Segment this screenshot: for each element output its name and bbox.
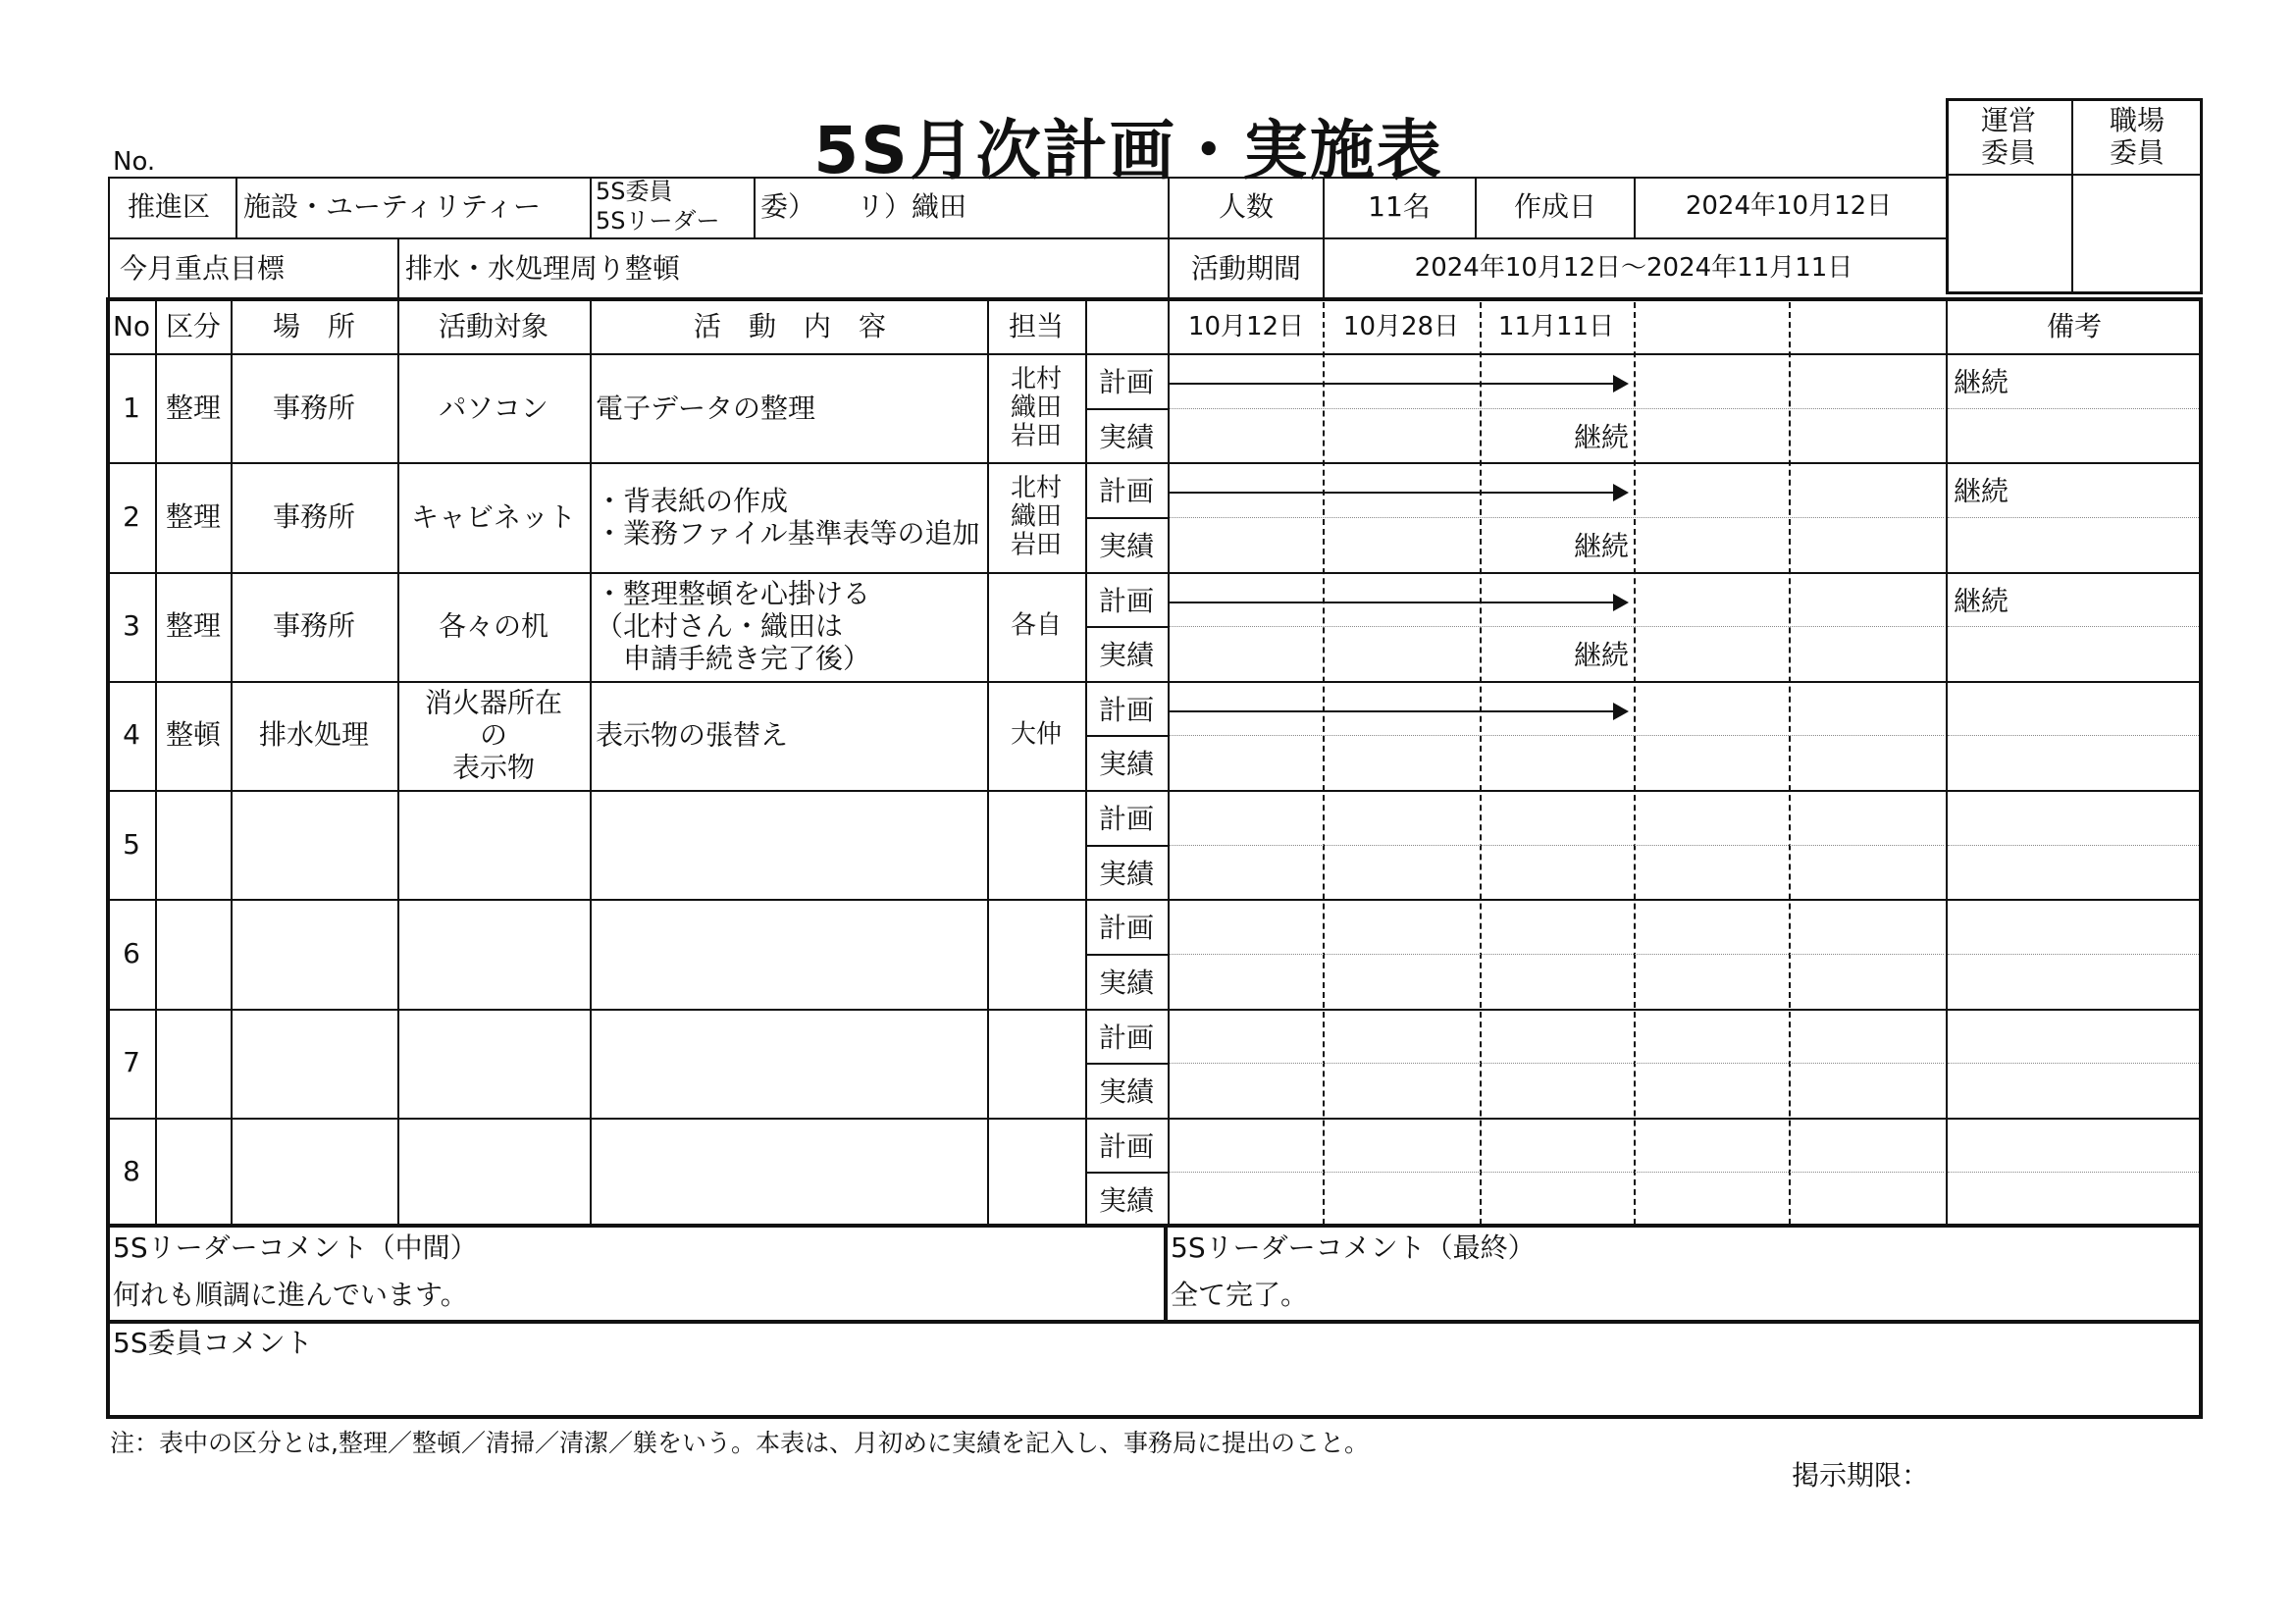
final-comment-label: 5Sリーダーコメント（最終）: [1171, 1231, 1536, 1264]
footer-note: 注：表中の区分とは,整理／整頓／清掃／清潔／躾をいう。本表は、月初めに実績を記入し、事務局に提出のこと。: [110, 1429, 1369, 1457]
final-comment-text[interactable]: 全て完了。: [1171, 1279, 1309, 1311]
row-no: 3: [123, 609, 140, 643]
row-no: 1: [123, 391, 140, 424]
date-header-3: 11月11日: [1497, 312, 1615, 341]
plan-label: 計画: [1098, 584, 1155, 617]
row-category[interactable]: 整理: [165, 499, 222, 533]
row-target[interactable]: 各々の机: [438, 609, 549, 643]
actual-label: 実績: [1098, 966, 1155, 999]
promo-value[interactable]: 施設・ユーティリティー: [243, 190, 541, 223]
member-comment-label: 5S委員コメント: [113, 1327, 313, 1359]
col-header-no: No: [112, 310, 151, 342]
row-place[interactable]: 事務所: [272, 609, 356, 643]
plan-label: 計画: [1098, 1129, 1155, 1163]
plan-arrow: [1170, 492, 1625, 494]
actual-note[interactable]: 継続: [1573, 639, 1629, 672]
plan-label: 計画: [1098, 1021, 1155, 1054]
row-category[interactable]: 整理: [165, 391, 222, 424]
row-content[interactable]: ・背表紙の作成 ・業務ファイル基準表等の追加: [596, 484, 980, 550]
row-content[interactable]: 表示物の張替え: [596, 718, 789, 752]
plan-table: [106, 297, 2203, 1228]
col-header-notes: 備考: [2046, 310, 2103, 342]
period-value[interactable]: 2024年10月12日～2024年11月11日: [1414, 253, 1853, 283]
row-target[interactable]: パソコン: [439, 392, 548, 425]
row-target[interactable]: 消火器所在 の 表示物: [424, 686, 563, 784]
goal-value[interactable]: 排水・水処理周り整頓: [405, 252, 681, 285]
people-label: 人数: [1218, 190, 1275, 223]
plan-arrow: [1170, 602, 1625, 603]
approval-unei-label: 運営 委員: [1980, 104, 2037, 169]
col-header-content: 活 動 内 容: [693, 310, 887, 342]
row-person[interactable]: 北村 織田 岩田: [1010, 473, 1063, 560]
mid-comment-text[interactable]: 何れも順調に進んでいます。: [113, 1279, 468, 1311]
row-target[interactable]: キャビネット: [410, 500, 577, 534]
row-no: 4: [123, 718, 140, 752]
actual-label: 実績: [1098, 420, 1155, 453]
actual-note[interactable]: 継続: [1573, 420, 1629, 453]
plan-label: 計画: [1098, 475, 1155, 508]
actual-label: 実績: [1098, 748, 1155, 781]
period-label: 活動期間: [1190, 252, 1302, 285]
actual-label: 実績: [1098, 1184, 1155, 1218]
member-label: 5S委員 5Sリーダー: [596, 178, 720, 235]
row-person[interactable]: 大仲: [1010, 719, 1063, 750]
col-header-target: 活動対象: [438, 310, 549, 342]
row-no: 7: [123, 1046, 140, 1079]
date-header-2: 10月28日: [1342, 312, 1460, 341]
plan-label: 計画: [1098, 366, 1155, 399]
row-category[interactable]: 整頓: [165, 718, 222, 752]
posting-deadline-label: 掲示期限：: [1792, 1459, 1930, 1492]
row-content[interactable]: 電子データの整理: [596, 392, 816, 425]
actual-label: 実績: [1098, 639, 1155, 672]
row-place[interactable]: 事務所: [272, 391, 356, 424]
plan-label: 計画: [1098, 803, 1155, 836]
plan-label: 計画: [1098, 693, 1155, 726]
row-remark[interactable]: 継続: [1954, 366, 2009, 399]
row-place[interactable]: 事務所: [272, 499, 356, 533]
actual-note[interactable]: 継続: [1573, 529, 1629, 562]
row-person[interactable]: 各自: [1010, 610, 1063, 641]
row-no: 8: [123, 1155, 140, 1188]
actual-label: 実績: [1098, 529, 1155, 562]
row-person[interactable]: 北村 織田 岩田: [1010, 364, 1063, 451]
row-no: 6: [123, 936, 140, 969]
member-value[interactable]: 委） リ）織田: [760, 190, 967, 223]
mid-comment-label: 5Sリーダーコメント（中間）: [113, 1231, 478, 1264]
row-no: 2: [123, 499, 140, 533]
row-category[interactable]: 整理: [165, 609, 222, 643]
row-remark[interactable]: 継続: [1954, 584, 2009, 617]
row-content[interactable]: ・整理整頓を心掛ける （北村さん・織田は 申請手続き完了後）: [596, 577, 871, 675]
created-value[interactable]: 2024年10月12日: [1685, 191, 1893, 221]
approval-stamp-unei[interactable]: [1948, 177, 2069, 292]
page-title: 5S月次計画・実施表: [813, 113, 1443, 188]
row-remark[interactable]: 継続: [1954, 475, 2009, 508]
people-value[interactable]: 11名: [1368, 190, 1431, 223]
approval-stamp-shokuba[interactable]: [2073, 177, 2201, 292]
col-header-place: 場 所: [272, 310, 356, 342]
member-comment-field[interactable]: [110, 1364, 2199, 1413]
plan-arrow: [1170, 710, 1625, 712]
plan-label: 計画: [1098, 912, 1155, 945]
actual-label: 実績: [1098, 1075, 1155, 1109]
promo-label: 推進区: [128, 190, 211, 223]
plan-arrow: [1170, 383, 1625, 385]
col-header-category: 区分: [165, 310, 222, 342]
no-label: No.: [113, 147, 156, 177]
approval-shokuba-label: 職場 委員: [2109, 104, 2166, 169]
row-place[interactable]: 排水処理: [258, 718, 370, 752]
row-no: 5: [123, 827, 140, 861]
col-header-person: 担当: [1008, 310, 1065, 342]
created-label: 作成日: [1513, 190, 1597, 223]
date-header-1: 10月12日: [1187, 312, 1305, 341]
actual-label: 実績: [1098, 857, 1155, 890]
goal-label: 今月重点目標: [120, 252, 286, 285]
